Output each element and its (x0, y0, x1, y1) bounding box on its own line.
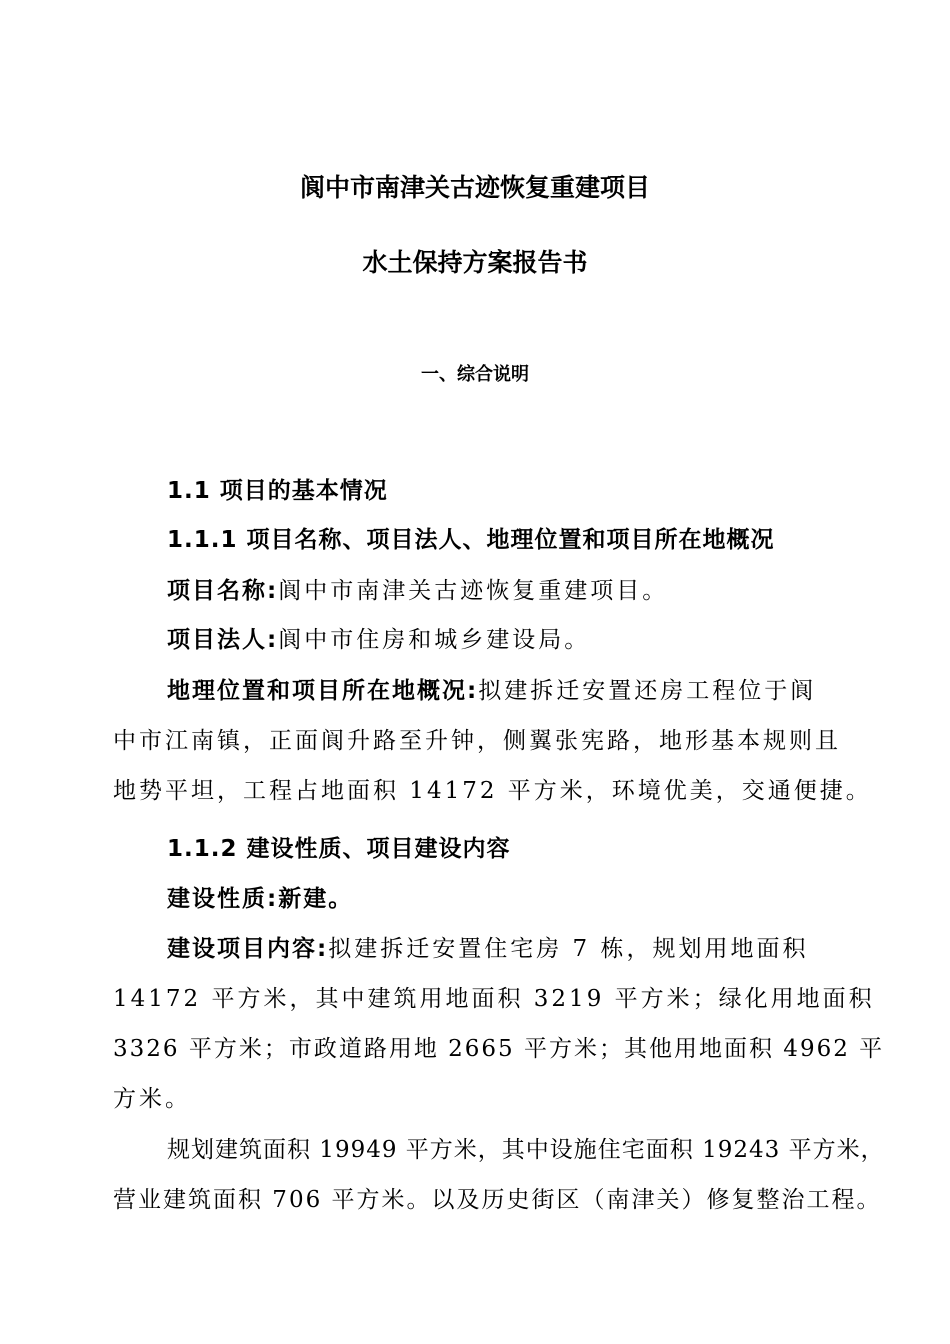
location-paragraph-line-3: 地势平坦，工程占地面积 14172 平方米，环境优美，交通便捷。 (113, 778, 872, 804)
nature-value: 新建。 (278, 886, 354, 912)
content-paragraph-line-4: 方米。 (113, 1086, 191, 1112)
content-paragraph-line-1 (167, 934, 808, 964)
plan-paragraph-line-1: 规划建筑面积 19949 平方米，其中设施住宅面积 19243 平方米， (167, 1137, 885, 1163)
content-paragraph-line-3: 3326 平方米；市政道路用地 2665 平方米；其他用地面积 4962 平 (113, 1036, 885, 1062)
nature-label: 建设性质: (167, 886, 279, 912)
project-owner-label: 项目法人: (167, 627, 279, 653)
document-title-line-2: 水土保持方案报告书 (362, 248, 588, 277)
content-label: 建设项目内容: (167, 936, 329, 962)
heading-1-1-2: 1.1.2 建设性质、项目建设内容 (167, 836, 511, 862)
project-name-value: 阆中市南津关古迹恢复重建项目。 (278, 578, 669, 604)
section-heading: 一、综合说明 (421, 364, 529, 385)
location-paragraph-line-2: 中市江南镇，正面阆升路至升钟，侧翼张宪路，地形基本规则且 (113, 728, 841, 754)
content-paragraph-line-2: 14172 平方米，其中建筑用地面积 3219 平方米；绿化用地面积 (113, 986, 875, 1012)
heading-1-1-1: 1.1.1 项目名称、项目法人、地理位置和项目所在地概况 (167, 527, 775, 553)
location-label: 地理位置和项目所在地概况: (167, 678, 479, 704)
plan-paragraph-line-2: 营业建筑面积 706 平方米。以及历史街区（南津关）修复整治工程。 (113, 1187, 882, 1213)
project-owner-paragraph (167, 625, 590, 655)
content-text-1: 拟建拆迁安置住宅房 7 栋，规划用地面积 (328, 936, 809, 962)
location-paragraph-line-1 (167, 676, 816, 706)
project-name-label: 项目名称: (167, 578, 279, 604)
project-name-paragraph (167, 576, 668, 606)
heading-1-1: 1.1 项目的基本情况 (167, 478, 388, 504)
project-owner-value: 阆中市住房和城乡建设局。 (278, 627, 591, 653)
nature-paragraph (167, 884, 353, 914)
document-title-line-1: 阆中市南津关古迹恢复重建项目 (299, 173, 650, 202)
location-text-1: 拟建拆迁安置还房工程位于阆 (478, 678, 817, 704)
